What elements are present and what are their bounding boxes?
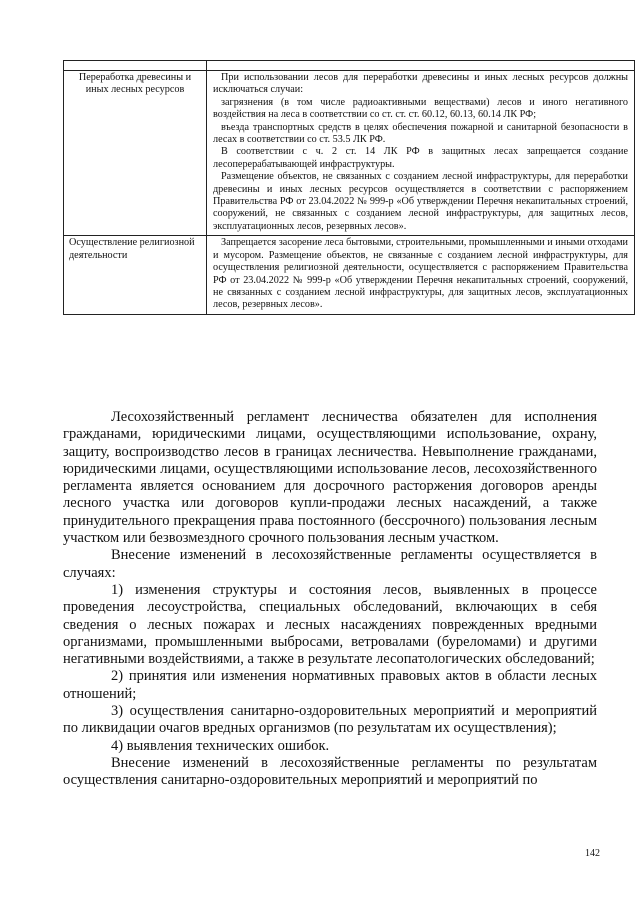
table-header-row [64,61,635,71]
table-paragraph: Размещение объектов, не связанных с созданием лесной инфраструктуры, для переработки древесины и иных лесных ресурсов осуществляется в соответствии с распоряжением Правительства РФ от 23.04.2022 № 999-р «Об утверждении Перечня некапитальных строений, сооружений, не связанных с созданием лесной инфраструктуры, для защитных лесов, эксплуатационных лесов, резервных лесов». [213,171,628,232]
body-paragraph: Лесохозяйственный регламент лесничества обязателен для исполнения гражданами, юридическими лицами, осуществляющими использование, охрану, защиту, воспроизводство лесов в границах лесничества. Невыполнение гражданами, юридическими лицами, осуществляющими использование лесов, лесохозяйственного регламента является основанием для досрочного расторжения договоров аренды лесного участка или договоров купли-продажи лесных насаждений, а также принудительного прекращения права постоянного (бессрочного) пользования лесным участком или безвозмездного срочного пользования лесным участком. [63,409,597,547]
table-cell-empty [64,61,207,71]
forest-use-table [63,60,635,315]
body-paragraph: Внесение изменений в лесохозяйственные регламенты по результатам осуществления санитарно-оздоровительных мероприятий и мероприятий по [63,754,597,789]
table-paragraph: Запрещается засорение леса бытовыми, строительными, промышленными и иными отходами и мусором. Размещение объектов, не связанные с созданием лесной инфраструктуры, для осуществления религиозной деятельности, осуществляется с распоряжением Правительства РФ от 23.04.2022 № 999-р «Об утверждении Перечня некапитальных строений, сооружений, не связанных с созданием лесной инфраструктуры, для защитных лесов, эксплуатационных лесов, резервных лесов». [213,237,629,311]
body-paragraph: Внесение изменений в лесохозяйственные регламенты осуществляется в случаях: [63,547,597,581]
table-row [64,236,635,314]
body-text [63,409,597,790]
table-row-description [207,71,635,236]
list-item: 1) изменения структуры и состояния лесов, выявленных в процессе проведения лесоустройства, специальных обследований, включающих в себя сведения о лесных пожарах и лесных насаждениях поврежденных вредными организмами, промышленными выбросами, ветровалами (буреломами) и другими негативными воздействиями, а также в результате лесопатологических обследований; [63,581,597,668]
table-paragraph: При использовании лесов для переработки древесины и иных лесных ресурсов должны исключаться случаи: [213,72,628,96]
list-item: 4) выявления технических ошибок. [111,737,330,754]
table-row-name: Осуществление религиозной деятельности [64,236,207,314]
table-cell-empty [207,61,635,71]
table-paragraph: В соответствии с ч. 2 ст. 14 ЛК РФ в защитных лесах запрещается создание лесоперерабатывающей инфраструктуры. [213,146,628,170]
table-row [64,71,635,236]
table-paragraph: загрязнения (в том числе радиоактивными веществами) лесов и иного негативного воздействия на леса в соответствии со ст. ст. ст. 60.12, 60.13, 60.14 ЛК РФ; [213,96,628,121]
list-item: 2) принятия или изменения нормативных правовых актов в области лесных отношений; [63,668,597,702]
table-paragraph: въезда транспортных средств в целях обеспечения пожарной и санитарной безопасности в лесах в соответствии со ст. 53.5 ЛК РФ. [213,121,628,146]
table-row-name: Переработка древесины и иных лесных ресурсов [64,71,207,236]
list-item: 3) осуществления санитарно-оздоровительных мероприятий и мероприятий по ликвидации очагов вредных организмов (по результатам их осуществления); [63,703,597,737]
table-row-description [207,236,635,314]
page-number: 142 [585,848,600,859]
